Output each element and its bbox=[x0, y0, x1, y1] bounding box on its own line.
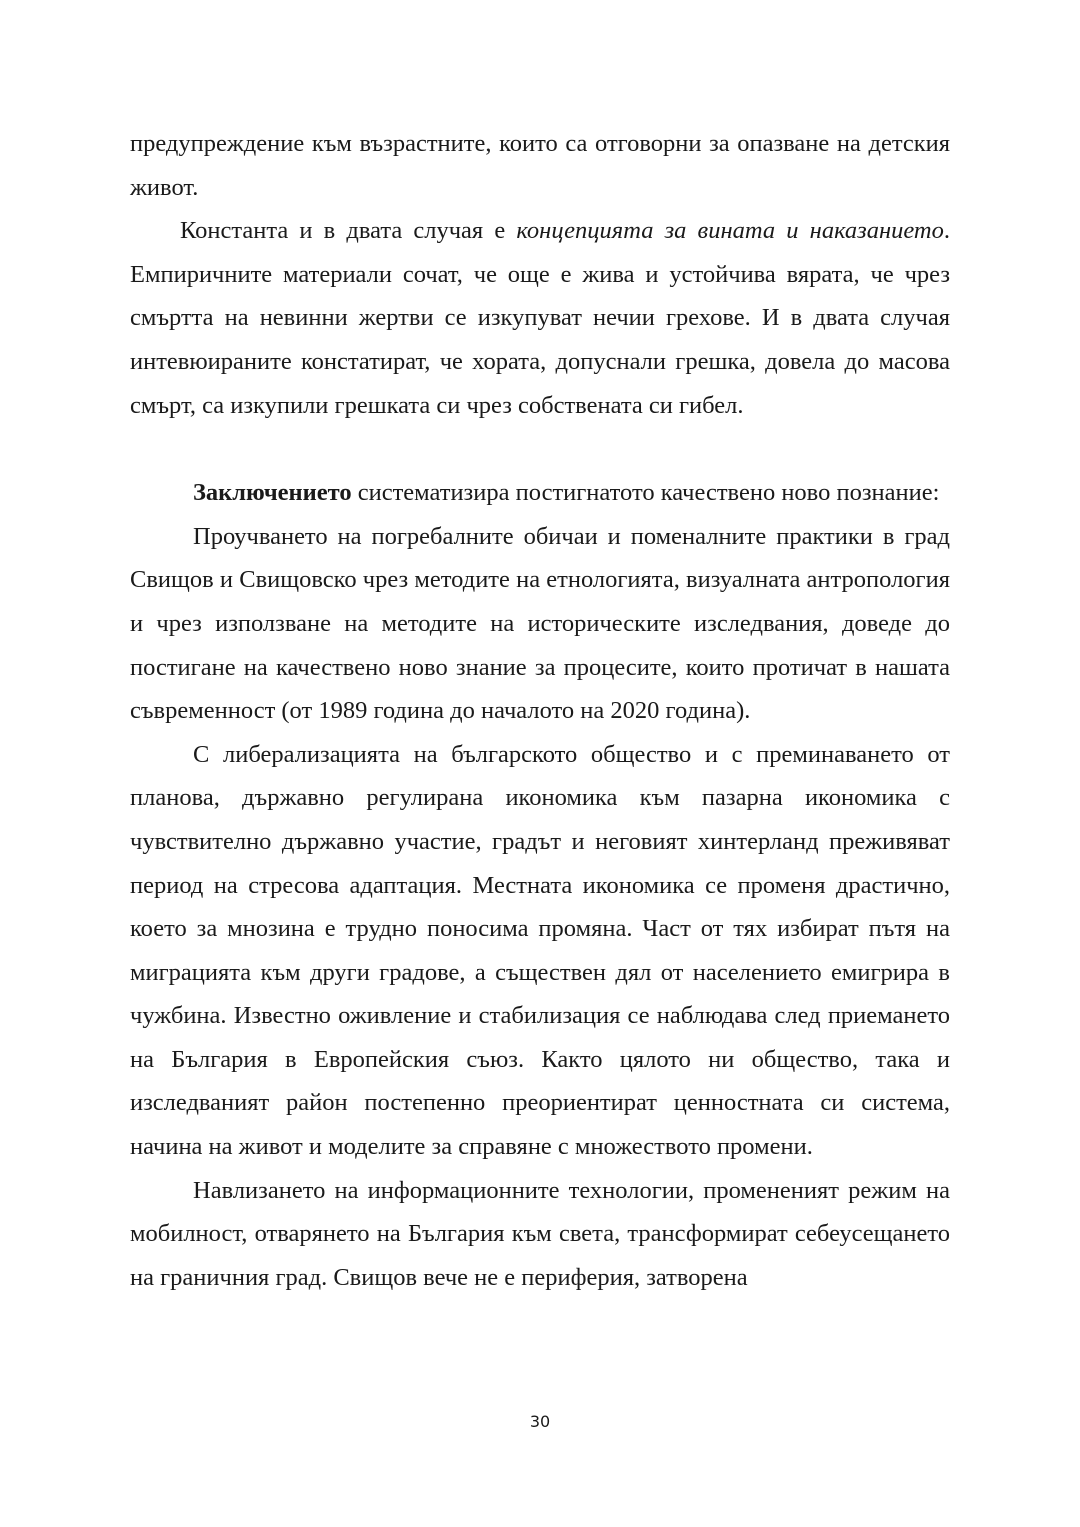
paragraph-continuation bbox=[130, 122, 950, 209]
paragraph-technologies bbox=[130, 1169, 950, 1300]
conclusion-intro-text: систематизира постигнатото качествено ново познание: bbox=[351, 479, 940, 507]
page-number: 30 bbox=[529, 1412, 551, 1431]
document-body bbox=[130, 122, 950, 1299]
paragraph-5-text: С либерализацията на българското общество и с преминаването от планова, държавно регулирана икономика към пазарна икономика с чувствително държавно участие, градът и неговият хинтерланд преживяват период на стресова адаптация. Местната икономика се променя драстично, което за мнозина е трудно поносима промяна. Част от тях избират пътя на миграцията към други градове, а съществен дял от населението емигрира в чужбина. Известно оживление и стабилизация се наблюдава след приемането на България в Европейския съюз. Както цялото ни общество, така и изследваният район постепенно преориентират ценностната си система, начина на живот и моделите за справяне с множеството промени. bbox=[130, 740, 950, 1161]
paragraph-4-text: Проучването на погребалните обичаи и поменалните практики в град Свищов и Свищовско чрез методите на етнологията, визуалната антропология и чрез използване на методите на историческите изследвания, доведе до постигане на качествено ново знание за процесите, които протичат в нашата съвременност (от 1989 година до началото на 2020 година). bbox=[130, 522, 950, 725]
paragraph-6-text: Навлизането на информационните технологии, промененият режим на мобилност, отварянето на България към света, трансформират себеусещането на граничния град. Свищов вече не е периферия, затворена bbox=[130, 1176, 950, 1291]
paragraph-gap bbox=[130, 427, 950, 471]
paragraph-liberalization bbox=[130, 733, 950, 1169]
paragraph-study bbox=[130, 515, 950, 733]
paragraph-1-text: предупреждение към възрастните, които са отговорни за опазване на детския живот. bbox=[130, 130, 950, 201]
paragraph-2-italic: концепцията за вината и наказанието bbox=[516, 217, 944, 245]
paragraph-2-end: . Емпиричните материали сочат, че още е жива и устойчива вярата, че чрез смъртта на невинни жертви се изкупуват нечии грехове. И в двата случая интевюираните констатират, че хората, допуснали грешка, довела до масова смърт, са изкупили грешката си чрез собствената си гибел. bbox=[130, 217, 950, 419]
paragraph-constant bbox=[130, 209, 950, 427]
conclusion-heading: Заключението bbox=[193, 479, 352, 507]
paragraph-conclusion-intro bbox=[130, 471, 950, 515]
paragraph-2-start: Константа и в двата случая е bbox=[180, 217, 517, 245]
